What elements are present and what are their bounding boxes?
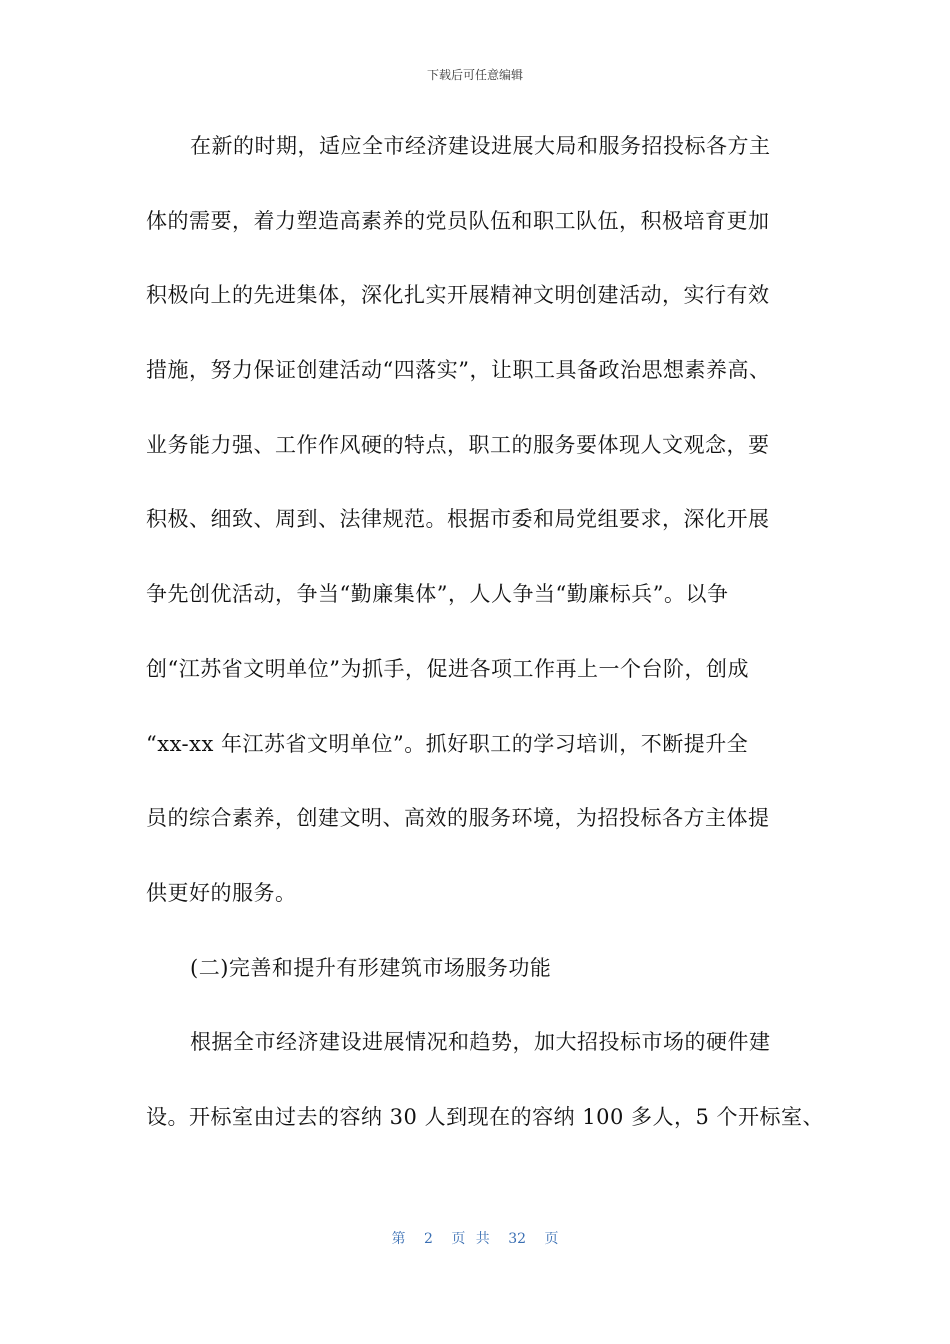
paragraph-line: 积极向上的先进集体，深化扎实开展精神文明创建活动，实行有效 xyxy=(146,283,770,308)
document-body xyxy=(146,124,825,1170)
paragraph-line: “xx-xx 年江苏省文明单位”。抓好职工的学习培训，不断提升全 xyxy=(146,731,749,756)
page-label-suffix: 页 xyxy=(544,1231,559,1247)
paragraph-line: 设。开标室由过去的容纳 30 人到现在的容纳 100 多人，5 个开标室、 xyxy=(146,1104,825,1129)
page-number: 2 xyxy=(423,1231,433,1247)
paragraph-line: 业务能力强、工作作风硬的特点，职工的服务要体现人文观念，要 xyxy=(146,432,770,457)
paragraph-line: 体的需要，着力塑造高素养的党员队伍和职工队伍，积极培育更加 xyxy=(146,208,770,233)
total-pages: 32 xyxy=(508,1231,527,1247)
paragraph-line: 员的综合素养，创建文明、高效的服务环境，为招投标各方主体提 xyxy=(146,806,770,831)
page-label-mid: 页 共 xyxy=(451,1231,490,1247)
paragraph-line: 积极、细致、周到、法律规范。根据市委和局党组要求，深化开展 xyxy=(146,507,770,532)
paragraph-line: 根据全市经济建设进展情况和趋势，加大招投标市场的硬件建 xyxy=(190,1030,771,1055)
page-footer xyxy=(0,1228,950,1248)
paragraph-line: 措施，努力保证创建活动“四落实”，让职工具备政治思想素养高、 xyxy=(146,358,771,383)
paragraph-line: 创“江苏省文明单位”为抓手，促进各项工作再上一个台阶，创成 xyxy=(146,656,749,681)
page-label-prefix: 第 xyxy=(391,1231,406,1247)
paragraph-line: 在新的时期，适应全市经济建设进展大局和服务招投标各方主 xyxy=(190,134,771,158)
paragraph-line: 供更好的服务。 xyxy=(146,880,297,905)
paragraph-line: 争先创优活动，争当“勤廉集体”，人人争当“勤廉标兵”。以争 xyxy=(146,582,729,607)
section-heading: (二)完善和提升有形建筑市场服务功能 xyxy=(190,955,552,980)
page-header-note: 下载后可任意编辑 xyxy=(426,68,523,82)
